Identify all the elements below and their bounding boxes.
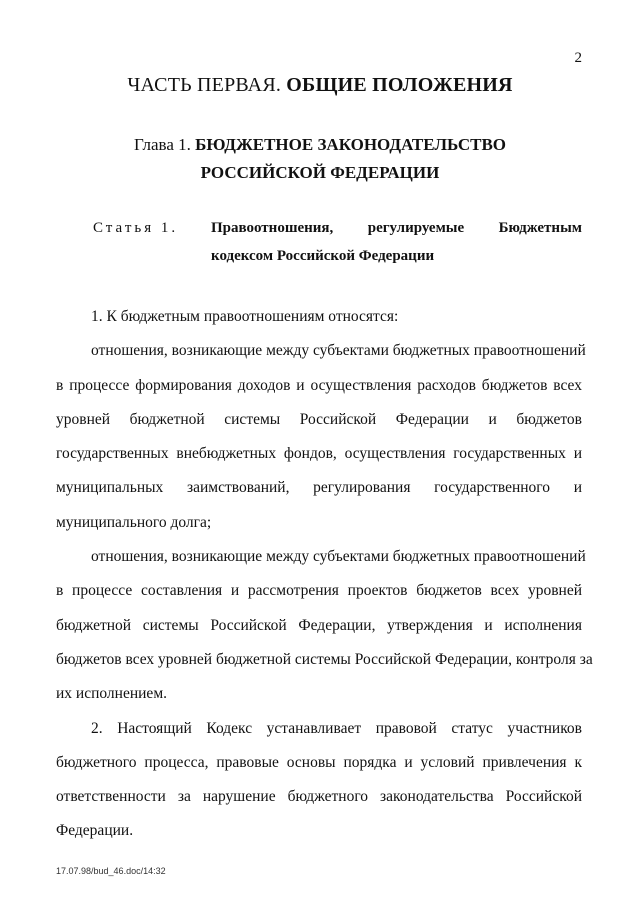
chapter-title-line2: РОССИЙСКОЙ ФЕДЕРАЦИИ <box>200 163 440 182</box>
article-body <box>56 300 593 849</box>
chapter-heading <box>0 131 640 187</box>
paragraph-line: их исполнением. <box>56 685 167 703</box>
part-title: ОБЩИЕ ПОЛОЖЕНИЯ <box>286 74 513 96</box>
chapter-prefix: Глава 1. <box>133 135 191 154</box>
paragraph-line: 1. К бюджетным правоотношениям относятся: <box>91 308 399 325</box>
paragraph <box>56 334 586 540</box>
paragraph-line: отношения, возникающие между субъектами бюджетных правоотношений <box>91 548 586 566</box>
article-label: Статья 1. <box>93 220 179 236</box>
file-footer: 17.07.98/bud_46.doc/14:32 <box>56 866 166 876</box>
paragraph-line: бюджетного процесса, правовые основы порядка и условий привлечения к <box>56 753 582 771</box>
paragraph-line: 2. Настоящий Кодекс устанавливает правовой статус участников <box>91 719 582 737</box>
paragraph-line: уровней бюджетной системы Российской Федерации и бюджетов <box>56 410 582 428</box>
paragraph <box>56 300 582 334</box>
chapter-title-line1: БЮДЖЕТНОЕ ЗАКОНОДАТЕЛЬСТВО <box>195 135 507 154</box>
paragraph-line: бюджетов всех уровней бюджетной системы Российской Федерации, контроля за <box>56 650 593 668</box>
paragraph <box>56 712 582 849</box>
paragraph-line: бюджетной системы Российской Федерации, утверждения и исполнения <box>56 616 582 634</box>
paragraph-line: ответственности за нарушение бюджетного законодательства Российской <box>56 788 582 806</box>
paragraph-line: отношения, возникающие между субъектами бюджетных правоотношений <box>91 342 586 360</box>
article-title <box>211 214 582 270</box>
article-title-line2: кодексом Российской Федерации <box>211 248 435 264</box>
paragraph-line: в процессе составления и рассмотрения проектов бюджетов всех уровней <box>56 582 582 600</box>
paragraph-line: государственных внебюджетных фондов, осуществления государственных и <box>56 445 582 463</box>
paragraph-line: муниципального долга; <box>56 513 212 531</box>
part-prefix: ЧАСТЬ ПЕРВАЯ. <box>127 74 282 96</box>
paragraph-line: в процессе формирования доходов и осуществления расходов бюджетов всех <box>56 376 582 394</box>
paragraph <box>56 540 593 711</box>
article-heading <box>93 214 582 270</box>
page-number: 2 <box>574 50 582 66</box>
article-title-line1: Правоотношения, регулируемые Бюджетным <box>211 220 582 236</box>
paragraph-line: Федерации. <box>56 822 134 840</box>
paragraph-line: муниципальных заимствований, регулирования государственного и <box>56 479 582 497</box>
part-heading <box>0 74 640 97</box>
